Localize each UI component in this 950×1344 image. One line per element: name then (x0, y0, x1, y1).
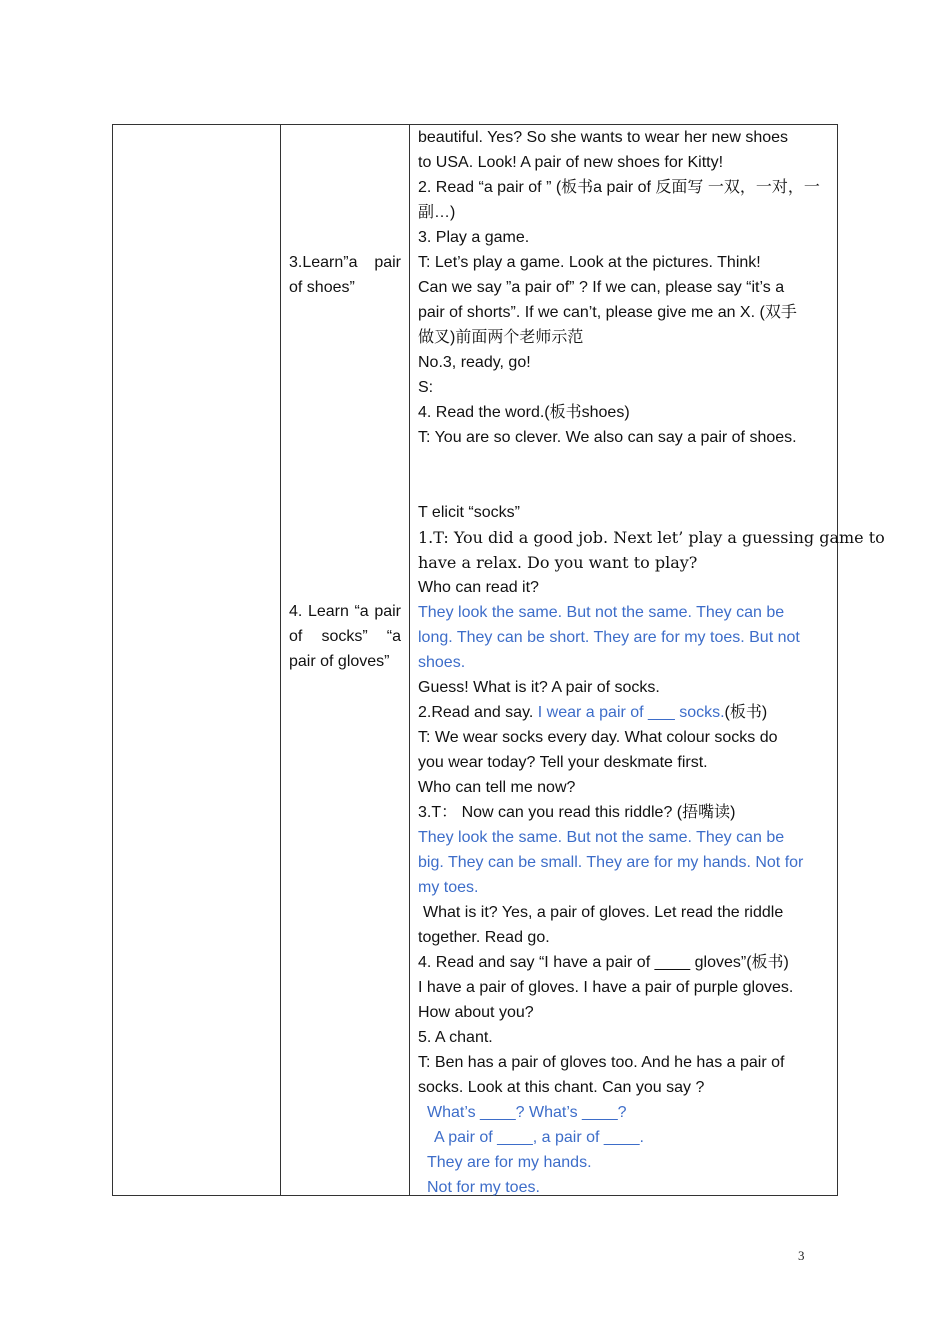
content-line: Who can read it? (418, 579, 539, 596)
step-label-socks-gloves: 4. Learn “a pair of socks” “a pair of gloves” (289, 603, 401, 670)
content-line-part: 2.Read and say. (418, 704, 538, 721)
content-line: 2. Read “a pair of ” (板书a pair of 反面写 一双，一对，一 (418, 179, 820, 196)
step-label-shoes: 3.Learn”a pair of shoes” (289, 254, 401, 296)
content-line: 做叉)前面两个老师示范 (418, 329, 584, 346)
content-line: T elicit “socks” (418, 504, 520, 521)
page-number: 3 (798, 1248, 805, 1263)
content-line: What is it? Yes, a pair of gloves. Let read the riddle (423, 904, 784, 921)
content-line (418, 700, 832, 725)
content-line: socks. Look at this chant. Can you say ? (418, 1079, 705, 1096)
content-line: 3. Play a game. (418, 229, 530, 246)
riddle-line: They look the same. But not the same. They can be (418, 604, 785, 621)
content-line: T: Ben has a pair of gloves too. And he has a pair of (418, 1054, 785, 1071)
chant-line: What’s ____? What’s ____? (427, 1104, 627, 1121)
content-line: 4. Read the word.(板书shoes) (418, 404, 630, 421)
content-line: T: We wear socks every day. What colour socks do (418, 729, 778, 746)
content-line: T: You are so clever. We also can say a pair of shoes. (418, 429, 797, 446)
riddle-line: shoes. (418, 654, 466, 671)
content-line: I have a pair of gloves. I have a pair of purple gloves. (418, 979, 794, 996)
content-line: No.3, ready, go! (418, 354, 531, 371)
content-line: pair of shorts”. If we can’t, please give me an X. (双手 (418, 304, 797, 321)
content-line: 5. A chant. (418, 1029, 493, 1046)
riddle-line: big. They can be small. They are for my hands. Not for (418, 854, 804, 871)
chant-line: A pair of ____, a pair of ____. (434, 1129, 644, 1146)
content-line: together. Read go. (418, 929, 550, 946)
content-line: How about you? (418, 1004, 534, 1021)
riddle-line: They look the same. But not the same. They can be (418, 829, 785, 846)
content-line: to USA. Look! A pair of new shoes for Kitty! (418, 154, 724, 171)
content-line: 1.T: You did a good job. Next let’ play a guessing game to (418, 528, 885, 547)
riddle-line: long. They can be short. They are for my toes. But not (418, 629, 800, 646)
chant-line: They are for my hands. (427, 1154, 592, 1171)
content-line: have a relax. Do you want to play? (418, 553, 698, 572)
content-line: S: (418, 379, 434, 396)
riddle-line: my toes. (418, 879, 479, 896)
content-line: Who can tell me now? (418, 779, 576, 796)
procedure-column (418, 125, 885, 1200)
lesson-plan-table (112, 124, 885, 1196)
content-line: 4. Read and say “I have a pair of ____ gloves”(板书) (418, 954, 789, 971)
content-line: you wear today? Tell your deskmate first. (418, 754, 708, 771)
content-line: beautiful. Yes? So she wants to wear her new shoes (418, 129, 789, 146)
column-divider-1 (280, 125, 281, 1195)
chant-line: Not for my toes. (427, 1179, 540, 1196)
sentence-pattern: I wear a pair of ___ socks. (537, 704, 725, 721)
content-line-part: (板书) (724, 704, 768, 721)
content-line: Guess! What is it? A pair of socks. (418, 679, 660, 696)
content-line: T: Let’s play a game. Look at the pictures. Think! (418, 254, 761, 271)
content-line: Can we say ”a pair of” ? If we can, please say “it’s a (418, 279, 785, 296)
content-line: 3.T： Now can you read this riddle? (捂嘴读) (418, 804, 736, 821)
content-line: 副…) (418, 204, 456, 221)
column-divider-2 (409, 125, 410, 1195)
